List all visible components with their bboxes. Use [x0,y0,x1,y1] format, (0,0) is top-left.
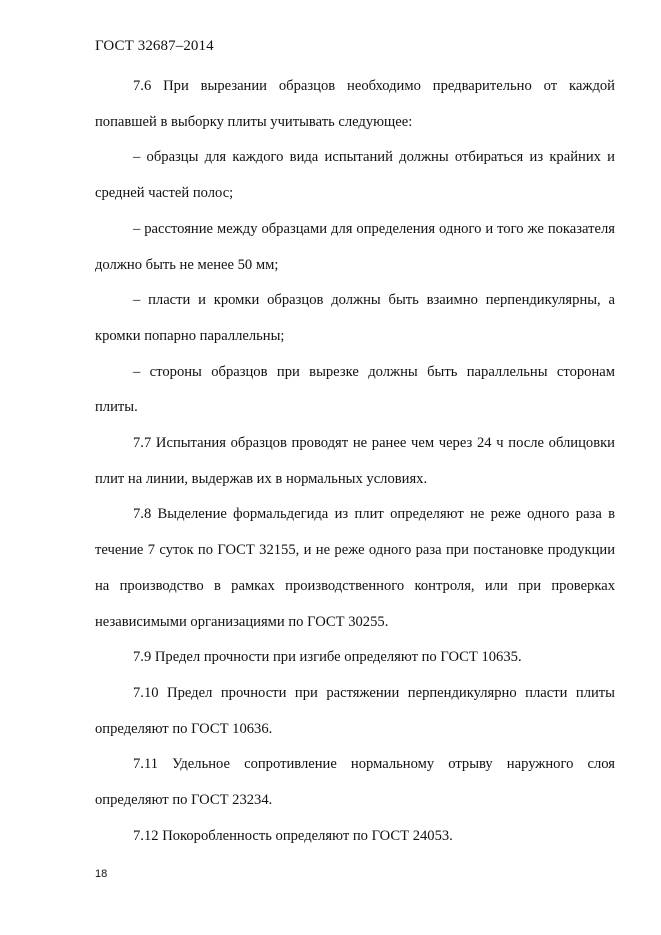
paragraph-7-6: 7.6 При вырезании образцов необходимо предварительно от каждой попавшей в выборку плиты учитывать следующее: [95,78,615,130]
paragraph-7-7: 7.7 Испытания образцов проводят не ранее чем через 24 ч после облицовки плит на линии, выдержав их в нормальных условиях. [95,435,615,487]
list-item-sample-distance: – расстояние между образцами для определения одного и того же показателя должно быть не менее 50 мм; [95,220,615,273]
list-item-sample-selection: – образцы для каждого вида испытаний должны отбираться из крайних и средней частей полос; [95,149,615,202]
paragraph-7-12: 7.12 Покоробленность определяют по ГОСТ 24053. [133,827,453,844]
list-item-perpendicular-edges: – пласти и кромки образцов должны быть взаимно перпендикулярны, а кромки попарно параллельны; [95,292,615,344]
paragraph-7-10: 7.10 Предел прочности при растяжении перпендикулярно пласти плиты определяют по ГОСТ 10636. [95,684,615,737]
paragraph-7-8: 7.8 Выделение формальдегида из плит определяют не реже одного раза в течение 7 суток по ГОСТ 32155, и не реже одного раза при постановке продукции на производство в рамках производственного контроля, или при проверках независимыми организациями по ГОСТ 30255. [95,506,615,630]
list-item-parallel-sides: – стороны образцов при вырезке должны быть параллельны сторонам плиты. [95,363,615,416]
page-number: 18 [95,868,108,880]
document-header: ГОСТ 32687–2014 [95,38,214,54]
paragraph-7-11: 7.11 Удельное сопротивление нормальному отрыву наружного слоя определяют по ГОСТ 23234. [95,756,615,809]
paragraph-7-9: 7.9 Предел прочности при изгибе определяют по ГОСТ 10635. [133,649,522,666]
document-body [95,69,615,854]
